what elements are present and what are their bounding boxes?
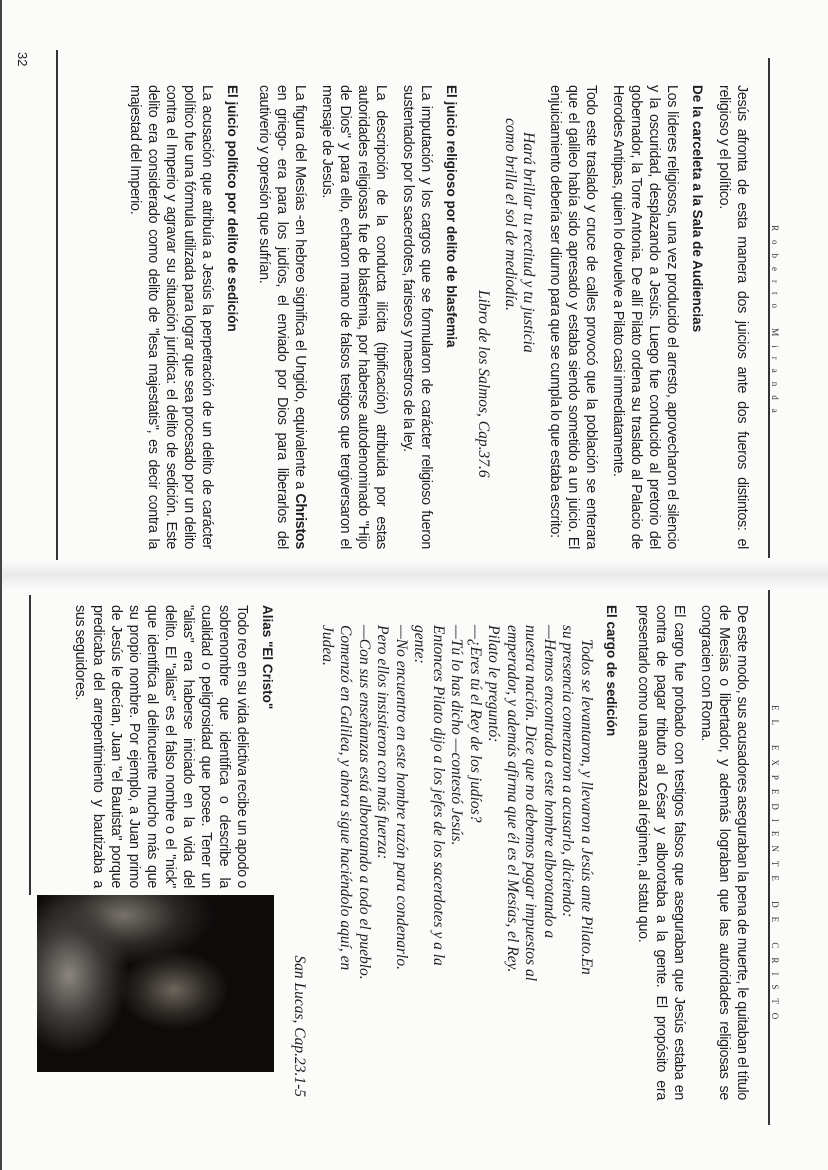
paragraph: La descripción de la conducta ilícita (tipificación) atribuida por estas autoridades religiosas fue de blasfemia, por haberse autodenominado "Hijo de Dios" y para ello, echaron mano de falsos testigos que tergiversaron el mensaje de Jesús. bbox=[319, 85, 389, 549]
footer-rule bbox=[57, 50, 59, 560]
quote-line: —No encuentro en este hombre razón para condenarlo. bbox=[393, 625, 410, 970]
quote-line: gente: bbox=[411, 625, 429, 664]
scan-edge bbox=[0, 0, 2, 1170]
quote-line: Todos se levantaron, y llevaron a Jesús ante Pilato.En bbox=[578, 639, 595, 975]
left-text-column bbox=[126, 85, 751, 549]
quote-line: Pero ellos insistieron con más fuerza: bbox=[374, 625, 392, 860]
section-heading: El juicio político por delito de sedición bbox=[225, 85, 240, 332]
right-text-column bbox=[72, 605, 752, 1100]
quote-line: Comenzó en Galilea, y ahora sigue haciéndolo aquí, en bbox=[337, 625, 355, 971]
gospel-quote bbox=[318, 625, 596, 1100]
section-heading: Alias "El Cristo" bbox=[260, 605, 276, 710]
running-head-author: Roberto Miranda bbox=[770, 225, 780, 422]
quote-citation: San Lucas, Cap.23.1-5 bbox=[291, 955, 309, 1097]
paragraph: El cargo fue probado con testigos falsos que aseguraban que Jesús estaba en contra de pagar tributo al César y alborotaba a la gente. El propósito era presentarlo como una amenaza al régimen, al statu quo. bbox=[635, 605, 687, 1100]
paragraph: La acusación que atribuía a Jesús la perpetración de un delito de carácter político fue una fórmula utilizada para lograr que sea procesado por un delito contra el Imperio y agravar su situación jurídica: el delito de sedición. Este delito era considerado como delito de "lesa majestatis", es decir contra la majestad del Imperio. bbox=[127, 85, 215, 549]
text: en griego- era para los judíos, el enviado por Dios para liberarlos del cautiverio y opresión que sufrían. bbox=[256, 85, 290, 549]
quote-line: nuestra nación. Dice que no debemos pagar impuestos al bbox=[522, 625, 540, 982]
quote-line: —Tú lo has dicho —contestó Jesús. bbox=[448, 625, 466, 846]
paragraph: Todo este traslado y cruce de calles provocó que la población se enterara que el galileo había sido apresado y estaba siendo sometido a un juicio. El enjuiciamiento debería ser diurno para que se cumpla lo que estaba escrito: bbox=[547, 85, 599, 549]
quote-line: emperador, y además afirma que él es el Mesías, el Rey. bbox=[504, 625, 521, 973]
quote-line: Pilato le preguntó: bbox=[485, 625, 503, 743]
alias-section bbox=[72, 605, 277, 1100]
paragraph: La imputación y los cargos que se formularon de carácter religioso fueron sustentados por los sacerdotes, fariseos y maestros de la ley. bbox=[400, 85, 434, 549]
quote-line: Entonces Pilato dijo a los jefes de los sacerdotes y a la bbox=[430, 625, 447, 966]
paragraph: De este modo, sus acusadores aseguraban la pena de muerte, le quitaban el título de Mesías o libertador, y además lograban que las autoridades religiosas se congracien con Roma. bbox=[698, 605, 750, 1100]
psalm-quote bbox=[501, 118, 537, 549]
intro-paragraph: Jesús afronta de esta manera dos juicios ante dos fueros distintos: el religioso y el político. bbox=[716, 85, 750, 549]
paragraph: Todo reo en su vida delictiva recibe un apodo o sobrenombre que identifica o describe la cualidad o peligrosidad que posee. Tener un "alias" era haberse iniciado en la vida del delito. El "alias" es el falso nombre o el "nick" que identifica al delincuente mucho más que su propio nombre. Por ejemplo, a Juan primo de Jesús le decían, Juan "el Bautista" porque predicaba del arrepentimiento y bautizaba a sus seguidores. bbox=[72, 605, 251, 888]
quote-line: su presencia comenzaron a acusarlo, diciendo: bbox=[559, 625, 577, 918]
bold-term: Christos bbox=[292, 493, 308, 549]
text: La figura del Mesías -en hebreo significa el Ungido, equivalente a bbox=[292, 85, 308, 494]
quote-line: —Con sus enseñanzas está alborotando a todo el pueblo. bbox=[356, 625, 373, 980]
running-head-title: EL EXPEDIENTE DE CRISTO bbox=[770, 705, 780, 1029]
alias-text-column bbox=[72, 605, 277, 888]
paragraph: Los líderes religiosos, una vez producido el arresto, aprovecharon el silencio y la oscuridad, desplazando a Jesús. Luego fue conducido al pretorio del gobernador, la Torre Antonia. De allí Pilato ordena su traslado al Palacio de Herodes Antipas, quien lo devuelve a Pilato casi inmediatamente. bbox=[610, 85, 680, 549]
quote-line: Hará brillar tu rectitud y tu justicia bbox=[520, 132, 537, 353]
quote-line: —Hemos encontrado a este hombre alborotando a bbox=[541, 625, 558, 939]
paragraph bbox=[255, 85, 309, 549]
section-heading: El cargo de sedición bbox=[604, 605, 619, 737]
quote-citation: Libro de los Salmos, Cap.37.6 bbox=[475, 290, 492, 478]
page-gutter bbox=[0, 560, 828, 590]
footer-rule bbox=[30, 595, 32, 895]
section-heading: El juicio religioso por delito de blasfemia bbox=[444, 85, 459, 348]
section-heading: De la carceleta a la Sala de Audiencias bbox=[690, 85, 705, 333]
page-number: 32 bbox=[15, 52, 30, 67]
christ-portrait-image bbox=[38, 895, 275, 1072]
quote-line: Judea. bbox=[319, 625, 336, 666]
quote-line: como brilla el sol de mediodía. bbox=[502, 118, 519, 311]
quote-line: —¿Eres tú el Rey de los judíos? bbox=[467, 625, 484, 823]
